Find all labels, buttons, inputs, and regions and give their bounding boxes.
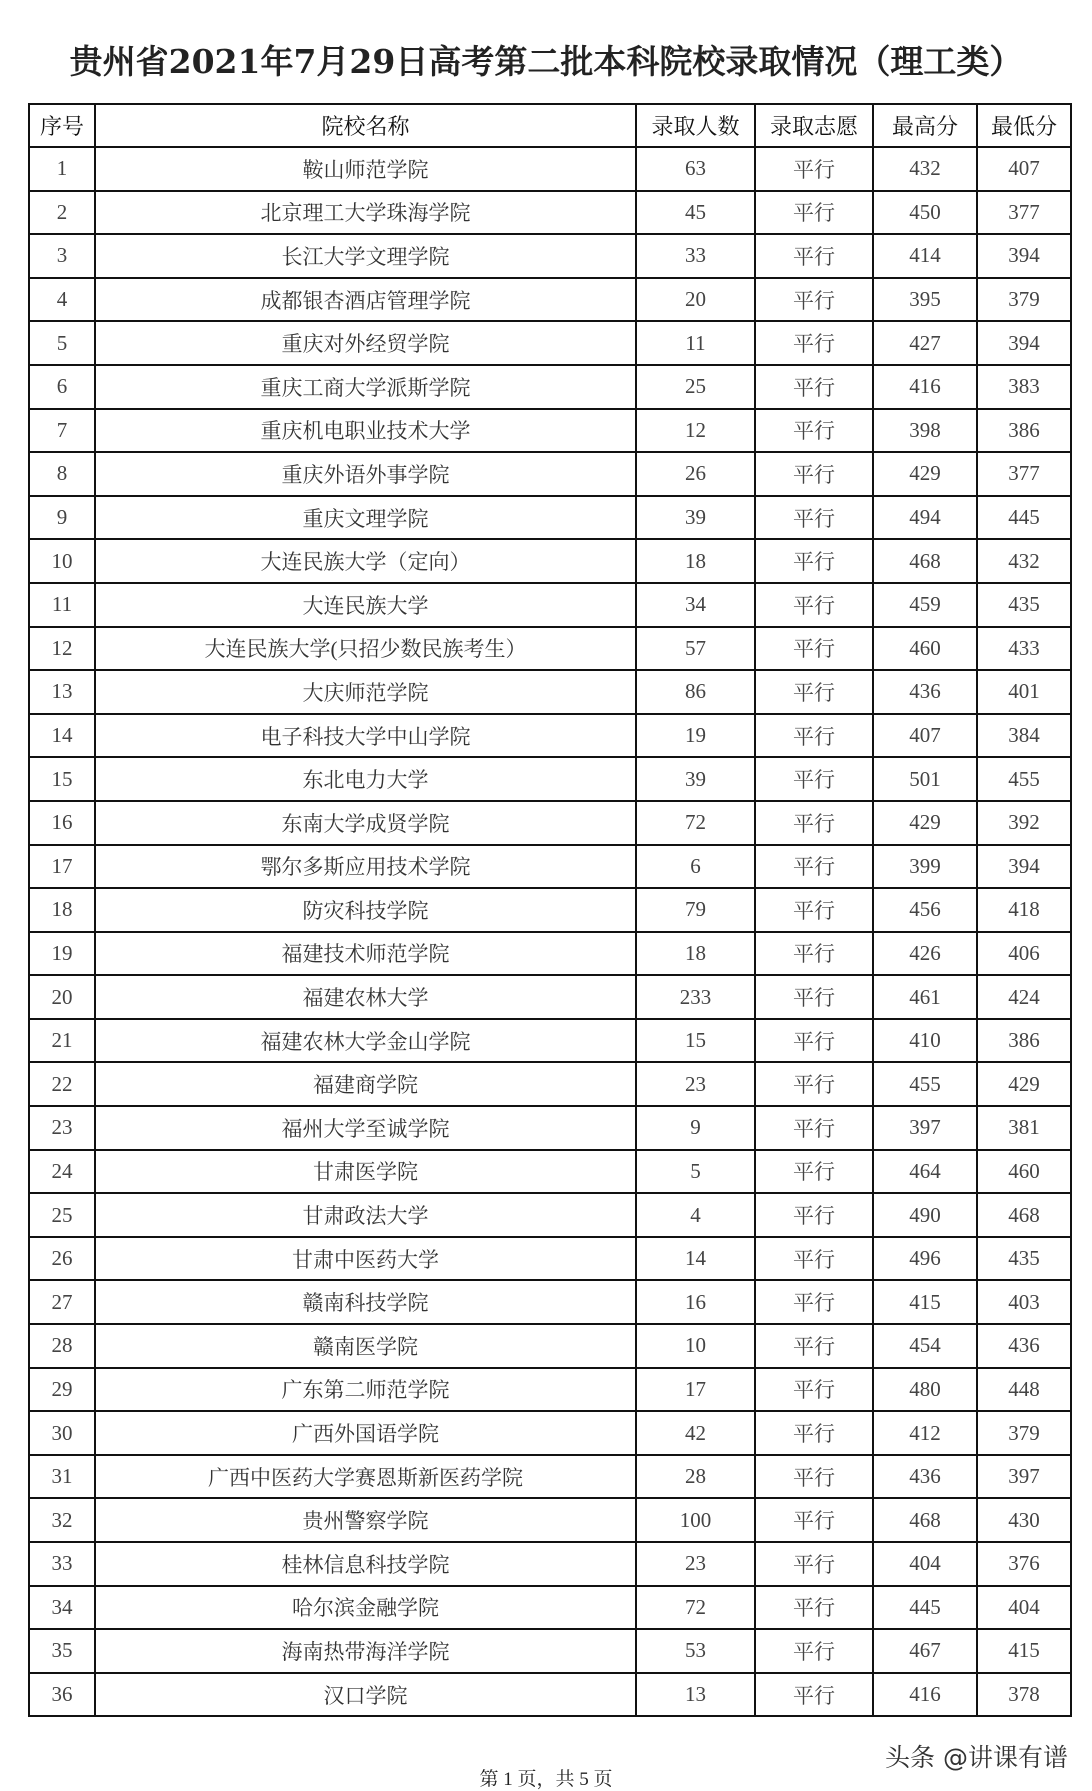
min-score: 386 [977, 409, 1071, 453]
school-name: 甘肃政法大学 [95, 1193, 636, 1237]
admission-choice: 平行 [755, 147, 873, 191]
max-score: 399 [873, 845, 977, 889]
row-index: 31 [29, 1455, 95, 1499]
admitted-count: 86 [636, 670, 755, 714]
max-score: 490 [873, 1193, 977, 1237]
table-row [29, 1586, 1071, 1630]
min-score: 460 [977, 1150, 1071, 1194]
school-name: 赣南医学院 [95, 1324, 636, 1368]
admitted-count: 17 [636, 1368, 755, 1412]
row-index: 2 [29, 191, 95, 235]
table-row [29, 670, 1071, 714]
max-score: 468 [873, 539, 977, 583]
min-score: 394 [977, 845, 1071, 889]
table-row [29, 583, 1071, 627]
admitted-count: 233 [636, 975, 755, 1019]
admission-choice: 平行 [755, 627, 873, 671]
min-score: 430 [977, 1498, 1071, 1542]
min-score: 394 [977, 321, 1071, 365]
max-score: 445 [873, 1586, 977, 1630]
table-row [29, 1455, 1071, 1499]
school-name: 赣南科技学院 [95, 1280, 636, 1324]
max-score: 414 [873, 234, 977, 278]
row-index: 21 [29, 1019, 95, 1063]
max-score: 468 [873, 1498, 977, 1542]
admission-choice: 平行 [755, 845, 873, 889]
row-index: 9 [29, 496, 95, 540]
admitted-count: 16 [636, 1280, 755, 1324]
school-name: 海南热带海洋学院 [95, 1629, 636, 1673]
admission-choice: 平行 [755, 801, 873, 845]
max-score: 461 [873, 975, 977, 1019]
min-score: 433 [977, 627, 1071, 671]
max-score: 456 [873, 888, 977, 932]
school-name: 长江大学文理学院 [95, 234, 636, 278]
row-index: 34 [29, 1586, 95, 1630]
max-score: 404 [873, 1542, 977, 1586]
min-score: 435 [977, 1237, 1071, 1281]
school-name: 汉口学院 [95, 1673, 636, 1717]
row-index: 17 [29, 845, 95, 889]
school-name: 成都银杏酒店管理学院 [95, 278, 636, 322]
admission-choice: 平行 [755, 975, 873, 1019]
table-row [29, 539, 1071, 583]
row-index: 15 [29, 757, 95, 801]
admitted-count: 11 [636, 321, 755, 365]
table-row [29, 1019, 1071, 1063]
school-name: 东南大学成贤学院 [95, 801, 636, 845]
row-index: 1 [29, 147, 95, 191]
table-row [29, 496, 1071, 540]
column-header-index: 序号 [29, 104, 95, 147]
admission-choice: 平行 [755, 1237, 873, 1281]
school-name: 防灾科技学院 [95, 888, 636, 932]
row-index: 4 [29, 278, 95, 322]
max-score: 429 [873, 801, 977, 845]
admission-choice: 平行 [755, 1368, 873, 1412]
min-score: 378 [977, 1673, 1071, 1717]
max-score: 429 [873, 452, 977, 496]
admitted-count: 12 [636, 409, 755, 453]
admission-choice: 平行 [755, 1411, 873, 1455]
school-name: 桂林信息科技学院 [95, 1542, 636, 1586]
school-name: 重庆外语外事学院 [95, 452, 636, 496]
admission-choice: 平行 [755, 1324, 873, 1368]
admission-choice: 平行 [755, 409, 873, 453]
table-header-row [29, 104, 1071, 147]
max-score: 427 [873, 321, 977, 365]
table-row [29, 321, 1071, 365]
admitted-count: 19 [636, 714, 755, 758]
admission-choice: 平行 [755, 365, 873, 409]
table-row [29, 757, 1071, 801]
max-score: 432 [873, 147, 977, 191]
row-index: 27 [29, 1280, 95, 1324]
admitted-count: 18 [636, 539, 755, 583]
admitted-count: 15 [636, 1019, 755, 1063]
min-score: 381 [977, 1106, 1071, 1150]
school-name: 贵州警察学院 [95, 1498, 636, 1542]
table-row [29, 1498, 1071, 1542]
admission-choice: 平行 [755, 583, 873, 627]
row-index: 23 [29, 1106, 95, 1150]
school-name: 大连民族大学（定向） [95, 539, 636, 583]
min-score: 376 [977, 1542, 1071, 1586]
table-row [29, 801, 1071, 845]
table-row [29, 1106, 1071, 1150]
min-score: 397 [977, 1455, 1071, 1499]
min-score: 394 [977, 234, 1071, 278]
min-score: 455 [977, 757, 1071, 801]
row-index: 3 [29, 234, 95, 278]
row-index: 29 [29, 1368, 95, 1412]
table-row [29, 409, 1071, 453]
row-index: 33 [29, 1542, 95, 1586]
school-name: 大庆师范学院 [95, 670, 636, 714]
row-index: 30 [29, 1411, 95, 1455]
admission-choice: 平行 [755, 234, 873, 278]
min-score: 379 [977, 278, 1071, 322]
max-score: 436 [873, 1455, 977, 1499]
admitted-count: 53 [636, 1629, 755, 1673]
column-header-admitted: 录取人数 [636, 104, 755, 147]
admission-choice: 平行 [755, 452, 873, 496]
table-row [29, 365, 1071, 409]
row-index: 24 [29, 1150, 95, 1194]
table-row [29, 191, 1071, 235]
table-row [29, 1280, 1071, 1324]
row-index: 26 [29, 1237, 95, 1281]
max-score: 416 [873, 1673, 977, 1717]
max-score: 467 [873, 1629, 977, 1673]
school-name: 鄂尔多斯应用技术学院 [95, 845, 636, 889]
admission-choice: 平行 [755, 191, 873, 235]
min-score: 384 [977, 714, 1071, 758]
table-row [29, 1324, 1071, 1368]
admission-choice: 平行 [755, 1193, 873, 1237]
max-score: 480 [873, 1368, 977, 1412]
table-row [29, 1193, 1071, 1237]
admission-choice: 平行 [755, 539, 873, 583]
admitted-count: 100 [636, 1498, 755, 1542]
admitted-count: 39 [636, 757, 755, 801]
admission-choice: 平行 [755, 670, 873, 714]
admitted-count: 45 [636, 191, 755, 235]
admitted-count: 33 [636, 234, 755, 278]
school-name: 鞍山师范学院 [95, 147, 636, 191]
school-name: 北京理工大学珠海学院 [95, 191, 636, 235]
min-score: 435 [977, 583, 1071, 627]
min-score: 404 [977, 1586, 1071, 1630]
table-row [29, 888, 1071, 932]
table-row [29, 452, 1071, 496]
school-name: 重庆文理学院 [95, 496, 636, 540]
admitted-count: 23 [636, 1062, 755, 1106]
row-index: 35 [29, 1629, 95, 1673]
school-name: 福州大学至诚学院 [95, 1106, 636, 1150]
row-index: 28 [29, 1324, 95, 1368]
min-score: 386 [977, 1019, 1071, 1063]
admission-choice: 平行 [755, 1062, 873, 1106]
admission-choice: 平行 [755, 888, 873, 932]
min-score: 383 [977, 365, 1071, 409]
admission-choice: 平行 [755, 1629, 873, 1673]
admission-choice: 平行 [755, 1586, 873, 1630]
admitted-count: 5 [636, 1150, 755, 1194]
min-score: 436 [977, 1324, 1071, 1368]
admitted-count: 13 [636, 1673, 755, 1717]
min-score: 401 [977, 670, 1071, 714]
admission-table [28, 103, 1072, 1717]
min-score: 445 [977, 496, 1071, 540]
row-index: 11 [29, 583, 95, 627]
column-header-max-score: 最高分 [873, 104, 977, 147]
row-index: 19 [29, 932, 95, 976]
min-score: 429 [977, 1062, 1071, 1106]
school-name: 重庆机电职业技术大学 [95, 409, 636, 453]
admitted-count: 57 [636, 627, 755, 671]
min-score: 432 [977, 539, 1071, 583]
table-row [29, 627, 1071, 671]
admission-choice: 平行 [755, 1019, 873, 1063]
max-score: 464 [873, 1150, 977, 1194]
min-score: 415 [977, 1629, 1071, 1673]
admission-choice: 平行 [755, 714, 873, 758]
school-name: 东北电力大学 [95, 757, 636, 801]
min-score: 403 [977, 1280, 1071, 1324]
max-score: 397 [873, 1106, 977, 1150]
school-name: 大连民族大学(只招少数民族考生） [95, 627, 636, 671]
school-name: 重庆工商大学派斯学院 [95, 365, 636, 409]
min-score: 392 [977, 801, 1071, 845]
table-row [29, 234, 1071, 278]
admission-choice: 平行 [755, 1673, 873, 1717]
admitted-count: 25 [636, 365, 755, 409]
max-score: 450 [873, 191, 977, 235]
admission-choice: 平行 [755, 932, 873, 976]
table-row [29, 975, 1071, 1019]
min-score: 379 [977, 1411, 1071, 1455]
admission-choice: 平行 [755, 757, 873, 801]
school-name: 广西外国语学院 [95, 1411, 636, 1455]
admitted-count: 18 [636, 932, 755, 976]
row-index: 25 [29, 1193, 95, 1237]
admitted-count: 26 [636, 452, 755, 496]
school-name: 大连民族大学 [95, 583, 636, 627]
max-score: 410 [873, 1019, 977, 1063]
admission-choice: 平行 [755, 1542, 873, 1586]
table-row [29, 932, 1071, 976]
watermark: 头条 @讲课有谱 [885, 1743, 1068, 1772]
max-score: 407 [873, 714, 977, 758]
table-row [29, 845, 1071, 889]
page-footer: 第 1 页，共 5 页 [479, 1769, 613, 1790]
admitted-count: 79 [636, 888, 755, 932]
row-index: 14 [29, 714, 95, 758]
admitted-count: 14 [636, 1237, 755, 1281]
admission-choice: 平行 [755, 1498, 873, 1542]
row-index: 20 [29, 975, 95, 1019]
table-row [29, 1150, 1071, 1194]
max-score: 459 [873, 583, 977, 627]
table-row [29, 1629, 1071, 1673]
row-index: 22 [29, 1062, 95, 1106]
school-name: 电子科技大学中山学院 [95, 714, 636, 758]
row-index: 13 [29, 670, 95, 714]
school-name: 福建技术师范学院 [95, 932, 636, 976]
admitted-count: 20 [636, 278, 755, 322]
admission-choice: 平行 [755, 1280, 873, 1324]
admission-choice: 平行 [755, 1106, 873, 1150]
admission-choice: 平行 [755, 321, 873, 365]
school-name: 福建农林大学金山学院 [95, 1019, 636, 1063]
admitted-count: 72 [636, 1586, 755, 1630]
admitted-count: 42 [636, 1411, 755, 1455]
table-row [29, 278, 1071, 322]
row-index: 32 [29, 1498, 95, 1542]
min-score: 418 [977, 888, 1071, 932]
table-row [29, 1542, 1071, 1586]
row-index: 10 [29, 539, 95, 583]
school-name: 甘肃医学院 [95, 1150, 636, 1194]
max-score: 494 [873, 496, 977, 540]
table-row [29, 1368, 1071, 1412]
min-score: 468 [977, 1193, 1071, 1237]
max-score: 416 [873, 365, 977, 409]
admitted-count: 72 [636, 801, 755, 845]
admitted-count: 34 [636, 583, 755, 627]
column-header-choice: 录取志愿 [755, 104, 873, 147]
max-score: 455 [873, 1062, 977, 1106]
max-score: 496 [873, 1237, 977, 1281]
school-name: 甘肃中医药大学 [95, 1237, 636, 1281]
admitted-count: 28 [636, 1455, 755, 1499]
admitted-count: 6 [636, 845, 755, 889]
table-row [29, 1673, 1071, 1717]
admitted-count: 10 [636, 1324, 755, 1368]
school-name: 重庆对外经贸学院 [95, 321, 636, 365]
school-name: 广东第二师范学院 [95, 1368, 636, 1412]
table-row [29, 1237, 1071, 1281]
table-row [29, 147, 1071, 191]
max-score: 395 [873, 278, 977, 322]
column-header-school: 院校名称 [95, 104, 636, 147]
school-name: 哈尔滨金融学院 [95, 1586, 636, 1630]
table-row [29, 1411, 1071, 1455]
table-row [29, 714, 1071, 758]
max-score: 415 [873, 1280, 977, 1324]
admitted-count: 9 [636, 1106, 755, 1150]
min-score: 424 [977, 975, 1071, 1019]
row-index: 12 [29, 627, 95, 671]
min-score: 377 [977, 452, 1071, 496]
admitted-count: 4 [636, 1193, 755, 1237]
max-score: 412 [873, 1411, 977, 1455]
row-index: 36 [29, 1673, 95, 1717]
row-index: 16 [29, 801, 95, 845]
admission-choice: 平行 [755, 496, 873, 540]
admission-choice: 平行 [755, 1150, 873, 1194]
admitted-count: 23 [636, 1542, 755, 1586]
max-score: 398 [873, 409, 977, 453]
school-name: 福建商学院 [95, 1062, 636, 1106]
admitted-count: 39 [636, 496, 755, 540]
max-score: 426 [873, 932, 977, 976]
admission-choice: 平行 [755, 1455, 873, 1499]
max-score: 454 [873, 1324, 977, 1368]
row-index: 6 [29, 365, 95, 409]
row-index: 8 [29, 452, 95, 496]
max-score: 460 [873, 627, 977, 671]
school-name: 福建农林大学 [95, 975, 636, 1019]
min-score: 448 [977, 1368, 1071, 1412]
school-name: 广西中医药大学赛恩斯新医药学院 [95, 1455, 636, 1499]
table-row [29, 1062, 1071, 1106]
max-score: 436 [873, 670, 977, 714]
min-score: 406 [977, 932, 1071, 976]
min-score: 407 [977, 147, 1071, 191]
max-score: 501 [873, 757, 977, 801]
column-header-min-score: 最低分 [977, 104, 1071, 147]
page-title: 贵州省2021年7月29日高考第二批本科院校录取情况（理工类） [69, 42, 1023, 81]
row-index: 18 [29, 888, 95, 932]
row-index: 5 [29, 321, 95, 365]
row-index: 7 [29, 409, 95, 453]
admitted-count: 63 [636, 147, 755, 191]
admission-choice: 平行 [755, 278, 873, 322]
min-score: 377 [977, 191, 1071, 235]
